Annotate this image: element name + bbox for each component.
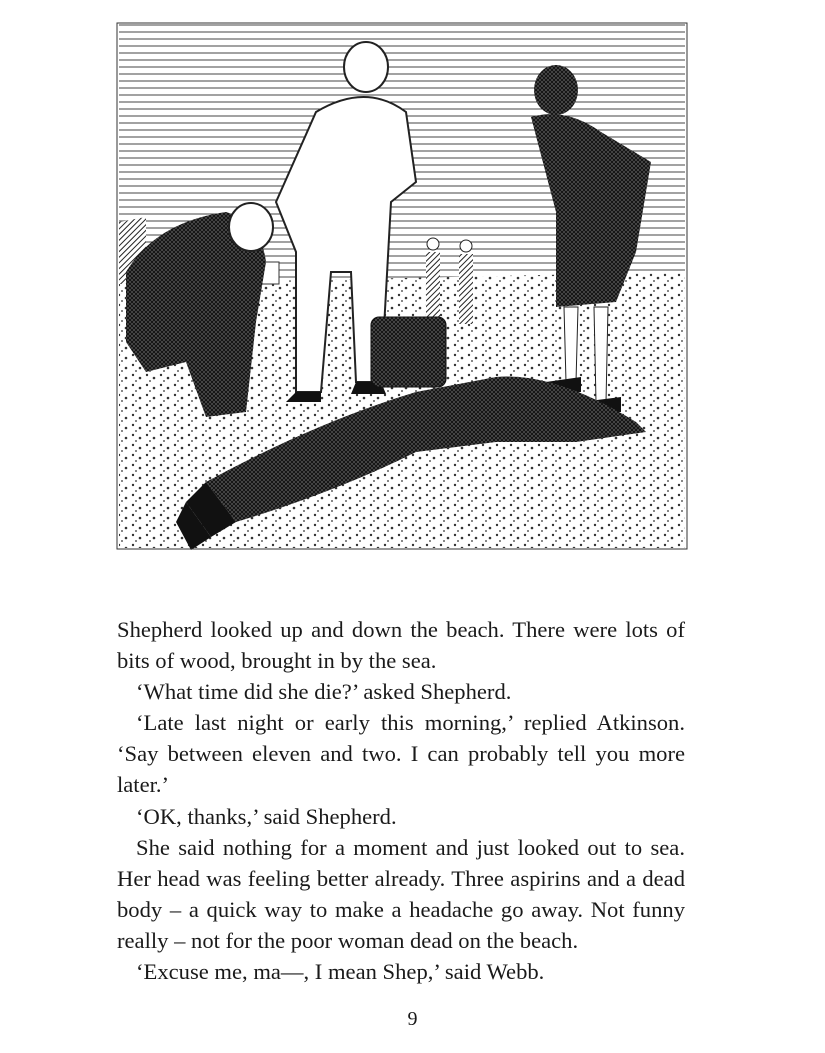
illustration [116,22,688,550]
paragraph: She said nothing for a moment and just looked out to sea. Her head was feeling better already. Three aspirins and a dead body – a quick way to make a headache go away. Not funny really – not for the poor woman dead on the beach. [117,834,685,953]
paragraph: ‘Late last night or early this morning,’ replied Atkinson. ‘Say between eleven and two. I can probably tell you more later.’ [117,710,685,798]
paragraph: ‘Excuse me, ma—, I mean Shep,’ said Webb. [136,959,545,985]
body-text [117,614,685,987]
paragraph: ‘OK, thanks,’ said Shepherd. [136,803,397,829]
paragraph: Shepherd looked up and down the beach. There were lots of bits of wood, brought in by the sea. [117,617,685,674]
page-number: 9 [407,1008,418,1030]
paragraph: ‘What time did she die?’ asked Shepherd. [136,679,512,705]
